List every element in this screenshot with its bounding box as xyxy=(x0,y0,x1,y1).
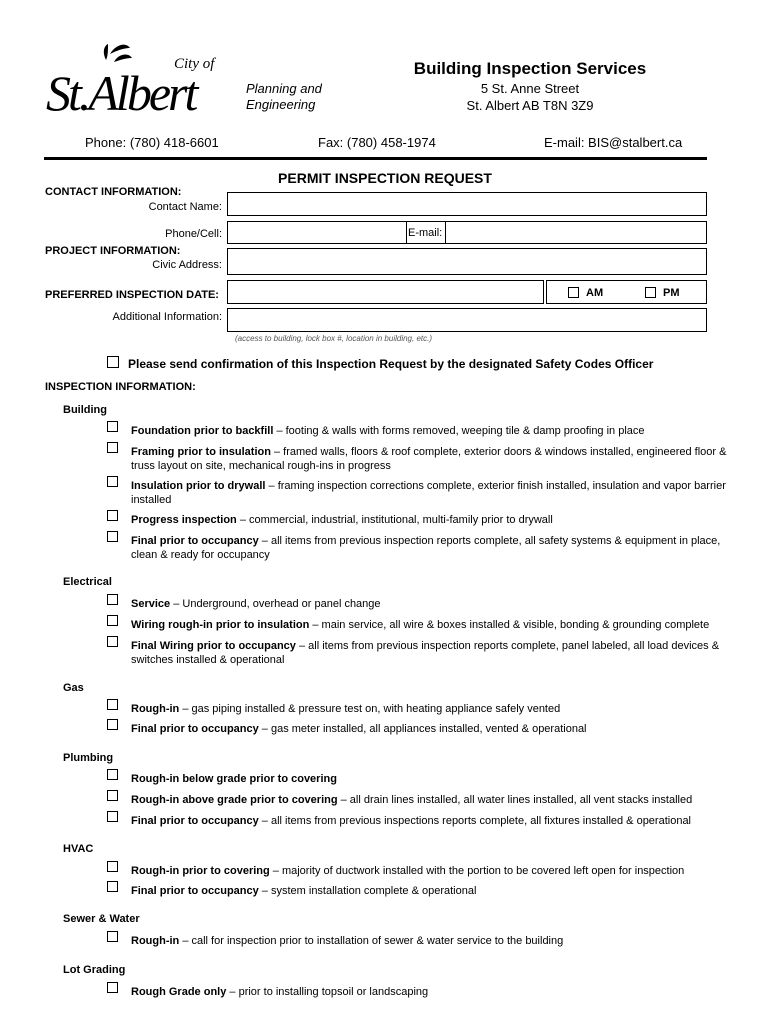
electrical-item: Service – Underground, overhead or panel change xyxy=(131,598,381,610)
confirmation-text: Please send confirmation of this Inspection Request by the designated Safety Codes Officer xyxy=(128,357,654,371)
plumbing-item-checkbox[interactable] xyxy=(107,769,118,780)
sewer-water-heading: Sewer & Water xyxy=(63,913,140,925)
inspection-date-label: PREFERRED INSPECTION DATE: xyxy=(45,289,219,301)
building-item-checkbox[interactable] xyxy=(107,510,118,521)
department-name: Planning and Engineering xyxy=(246,81,322,112)
electrical-item: Wiring rough-in prior to insulation – main service, all wire & boxes installed & visible, bonding & grounding complete xyxy=(131,619,710,631)
gas-item: Final prior to occupancy – gas meter installed, all appliances installed, vented & operational xyxy=(131,723,587,735)
contact-name-label: Contact Name: xyxy=(148,201,222,213)
project-section-heading: PROJECT INFORMATION: xyxy=(45,245,181,257)
electrical-item-checkbox[interactable] xyxy=(107,636,118,647)
building-item: Progress inspection – commercial, industrial, institutional, multi-family prior to drywall xyxy=(131,514,553,526)
svg-text:St.Albert: St.Albert xyxy=(46,65,196,120)
email-field[interactable] xyxy=(445,222,707,243)
plumbing-item-checkbox[interactable] xyxy=(107,790,118,801)
am-checkbox[interactable] xyxy=(568,287,579,298)
gas-item-checkbox[interactable] xyxy=(107,719,118,730)
email-label: E-mail: xyxy=(408,227,443,239)
phone-number: Phone: (780) 418-6601 xyxy=(85,135,219,150)
st-albert-logo xyxy=(44,40,244,120)
building-item-checkbox[interactable] xyxy=(107,476,118,487)
header-divider xyxy=(44,157,707,160)
electrical-item-checkbox[interactable] xyxy=(107,594,118,605)
form-title: PERMIT INSPECTION REQUEST xyxy=(278,170,492,186)
org-title: Building Inspection Services xyxy=(413,59,647,78)
hvac-item: Final prior to occupancy – system installation complete & operational xyxy=(131,885,477,897)
contact-name-field[interactable] xyxy=(227,192,707,216)
pm-label: PM xyxy=(663,287,680,299)
hvac-heading: HVAC xyxy=(63,843,94,855)
phone-email-row xyxy=(227,221,707,244)
plumbing-heading: Plumbing xyxy=(63,752,114,764)
building-item: Framing prior to insulation – framed walls, floors & roof complete, exterior doors & windows installed, engineered floor & truss layout on site, mechanical rough-ins in progress xyxy=(131,446,727,472)
lot-grading-item-checkbox[interactable] xyxy=(107,982,118,993)
electrical-item: Final Wiring prior to occupancy – all items from previous inspection reports complete, panel labeled, all load devices & switches installed & operational xyxy=(131,640,720,666)
hvac-item-checkbox[interactable] xyxy=(107,881,118,892)
gas-heading: Gas xyxy=(63,682,84,694)
email-address: E-mail: BIS@stalbert.ca xyxy=(544,135,683,150)
hvac-item: Rough-in prior to covering – majority of ductwork installed with the portion to be covered left open for inspection xyxy=(131,865,685,877)
am-label: AM xyxy=(586,287,604,299)
gas-item-checkbox[interactable] xyxy=(107,699,118,710)
lot-grading-item: Rough Grade only – prior to installing topsoil or landscaping xyxy=(131,986,429,998)
plumbing-item: Final prior to occupancy – all items from previous inspections reports complete, all fixtures installed & operational xyxy=(131,815,692,827)
plumbing-item-checkbox[interactable] xyxy=(107,811,118,822)
building-heading: Building xyxy=(63,404,107,416)
hvac-item-checkbox[interactable] xyxy=(107,861,118,872)
svg-text:City of: City of xyxy=(174,56,215,72)
building-item-checkbox[interactable] xyxy=(107,421,118,432)
contact-section-heading: CONTACT INFORMATION: xyxy=(45,186,182,198)
building-item-checkbox[interactable] xyxy=(107,531,118,542)
phone-field[interactable] xyxy=(228,222,406,243)
fax-number: Fax: (780) 458-1974 xyxy=(318,135,436,150)
inspection-section-heading: INSPECTION INFORMATION: xyxy=(45,381,196,393)
electrical-heading: Electrical xyxy=(63,576,112,588)
plumbing-item: Rough-in below grade prior to covering xyxy=(131,773,337,785)
sewer-water-item-checkbox[interactable] xyxy=(107,931,118,942)
additional-info-label: Additional Information: xyxy=(112,311,222,323)
plumbing-item: Rough-in above grade prior to covering – all drain lines installed, all water lines installed, all vent stacks installed xyxy=(131,794,693,806)
inspection-date-field[interactable] xyxy=(227,280,544,304)
civic-address-field[interactable] xyxy=(227,248,707,275)
civic-address-label: Civic Address: xyxy=(152,259,222,271)
electrical-item-checkbox[interactable] xyxy=(107,615,118,626)
phone-label: Phone/Cell: xyxy=(165,228,222,240)
lot-grading-heading: Lot Grading xyxy=(63,964,126,976)
pm-checkbox[interactable] xyxy=(645,287,656,298)
building-item: Insulation prior to drywall – framing inspection corrections complete, exterior finish installed, insulation and vapor barrier installed xyxy=(131,480,726,506)
building-item: Final prior to occupancy – all items from previous inspection reports complete, all safety systems & equipment in place, clean & ready for occupancy xyxy=(131,535,721,561)
building-item: Foundation prior to backfill – footing & walls with forms removed, weeping tile & damp proofing in place xyxy=(131,425,645,437)
gas-item: Rough-in – gas piping installed & pressure test on, with heating appliance safely vented xyxy=(131,703,561,715)
org-address: 5 St. Anne Street St. Albert AB T8N 3Z9 xyxy=(466,81,594,113)
building-item-checkbox[interactable] xyxy=(107,442,118,453)
sewer-water-item: Rough-in – call for inspection prior to installation of sewer & water service to the building xyxy=(131,935,564,947)
additional-info-hint: (access to building, lock box #, location in building, etc.) xyxy=(235,334,432,343)
additional-info-field[interactable] xyxy=(227,308,707,332)
confirmation-checkbox[interactable] xyxy=(107,356,119,368)
